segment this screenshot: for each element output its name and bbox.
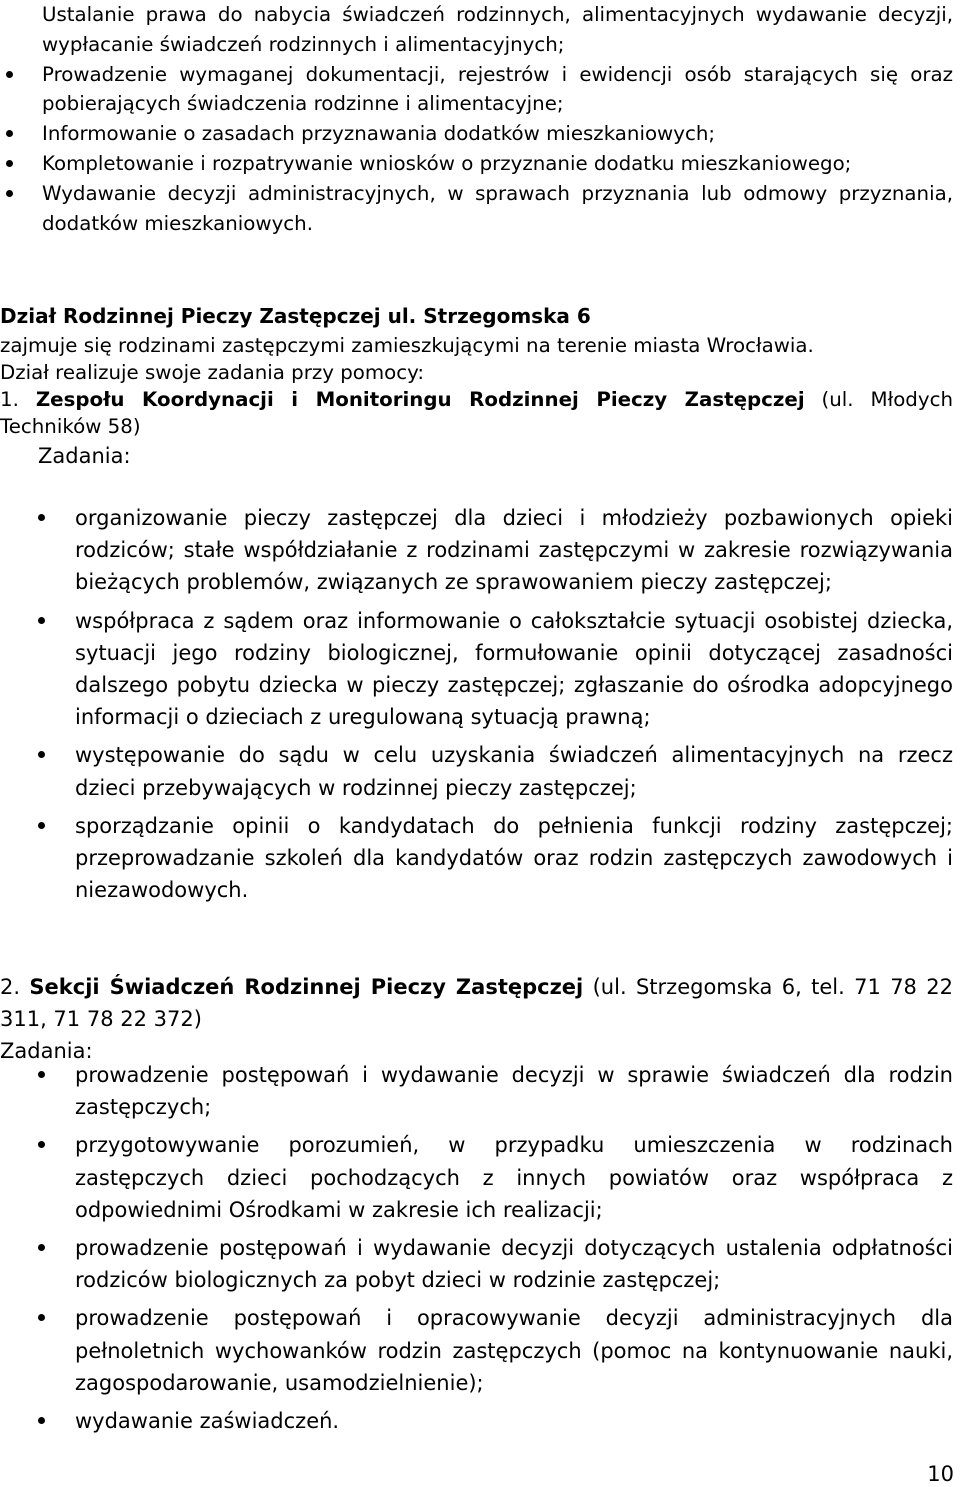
bullet-icon (38, 1071, 45, 1078)
unit-2-number: 2. (0, 975, 21, 999)
list-item: przygotowywanie porozumień, w przypadku umieszczenia w rodzinach zastępczych dzieci pochodzących z innych powiatów oraz współpraca z odpowiednimi Ośrodkami w zakresie ich realizacji; (0, 1129, 953, 1226)
list-item: Wydawanie decyzji administracyjnych, w sprawach przyznania lub odmowy przyznania, dodatków mieszkaniowych. (0, 179, 953, 238)
list-item: Informowanie o zasadach przyznawania dodatków mieszkaniowych; (0, 119, 953, 149)
bullet-icon (6, 190, 13, 197)
list-item: współpraca z sądem oraz informowanie o całokształcie sytuacji osobistej dziecka, sytuacji jego rodziny biologicznej, formułowanie opinii dotyczącej zasadności dalszego pobytu dziecka w pieczy zastępczej; zgłaszanie do ośrodka adopcyjnego informacji o dzieciach z uregulowaną sytuacją prawną; (0, 605, 953, 734)
bullet-icon (38, 751, 45, 758)
list-item: sporządzanie opinii o kandydatach do pełnienia funkcji rodziny zastępczej; przeprowadzanie szkoleń dla kandydatów oraz rodzin zastępczych zawodowych i niezawodowych. (0, 810, 953, 907)
bullet-icon (38, 822, 45, 829)
unit-1-number: 1. (0, 388, 19, 411)
unit-1-name: Zespołu Koordynacji i Monitoringu Rodzinnej Pieczy Zastępczej (35, 388, 805, 411)
tasks-label: Zadania: (0, 1039, 93, 1063)
bullet-icon (38, 1417, 45, 1424)
unit-2-task-list (0, 1059, 960, 1437)
list-item: wydawanie zaświadczeń. (0, 1405, 953, 1437)
list-item: organizowanie pieczy zastępczej dla dzieci i młodzieży pozbawionych opieki rodziców; stałe współdziałanie z rodzinami zastępczymi w zakresie rozwiązywania bieżących problemów, związanych ze sprawowaniem pieczy zastępczej; (0, 502, 953, 599)
bullet-icon (38, 617, 45, 624)
unit-2-address: (ul. Strzegomska 6, tel. 71 78 22 311, 71 78 22 372) (0, 975, 953, 1031)
bullet-icon (38, 1141, 45, 1148)
section-heading: Dział Rodzinnej Pieczy Zastępczej ul. Strzegomska 6 (0, 304, 591, 328)
list-item: Ustalanie prawa do nabycia świadczeń rodzinnych, alimentacyjnych wydawanie decyzji, wypłacanie świadczeń rodzinnych i alimentacyjnych; (42, 3, 953, 56)
section-intro-2: Dział realizuje swoje zadania przy pomocy: (0, 361, 425, 384)
list-item: Kompletowanie i rozpatrywanie wniosków o przyznanie dodatku mieszkaniowego; (0, 149, 953, 179)
bullet-icon (6, 160, 13, 167)
section-rodzinna-piecza (0, 301, 953, 472)
list-item: prowadzenie postępowań i wydawanie decyzji w sprawie świadczeń dla rodzin zastępczych; (0, 1059, 953, 1123)
section-intro: zajmuje się rodzinami zastępczymi zamieszkującymi na terenie miasta Wrocławia. (0, 334, 814, 357)
unit-1-address: (ul. Młodych Techników 58) (0, 388, 953, 438)
bullet-icon (6, 71, 13, 78)
list-item: występowanie do sądu w celu uzyskania świadczeń alimentacyjnych na rzecz dzieci przebywających w rodzinnej pieczy zastępczej; (0, 739, 953, 803)
section-swiadczenia (0, 971, 953, 1067)
tasks-label: Zadania: (38, 444, 131, 468)
unit-2-name: Sekcji Świadczeń Rodzinnej Pieczy Zastępczej (29, 975, 584, 999)
list-item: prowadzenie postępowań i opracowywanie decyzji administracyjnych dla pełnoletnich wychowanków rodzin zastępczych (pomoc na kontynuowanie nauki, zagospodarowanie, usamodzielnienie); (0, 1302, 953, 1399)
unit-1-title (0, 386, 953, 440)
bullet-icon (6, 130, 13, 137)
bullet-icon (38, 514, 45, 521)
unit-1-task-list (0, 502, 960, 906)
top-bullet-list (0, 0, 960, 239)
bullet-icon (38, 1314, 45, 1321)
list-item: prowadzenie postępowań i wydawanie decyzji dotyczących ustalenia odpłatności rodziców biologicznych za pobyt dzieci w rodzinie zastępczej; (0, 1232, 953, 1296)
page-number: 10 (927, 1462, 954, 1486)
unit-2-title (0, 971, 953, 1035)
list-item: Prowadzenie wymaganej dokumentacji, rejestrów i ewidencji osób starających się oraz pobierających świadczenia rodzinne i alimentacyjne; (0, 60, 953, 119)
bullet-icon (38, 1244, 45, 1251)
